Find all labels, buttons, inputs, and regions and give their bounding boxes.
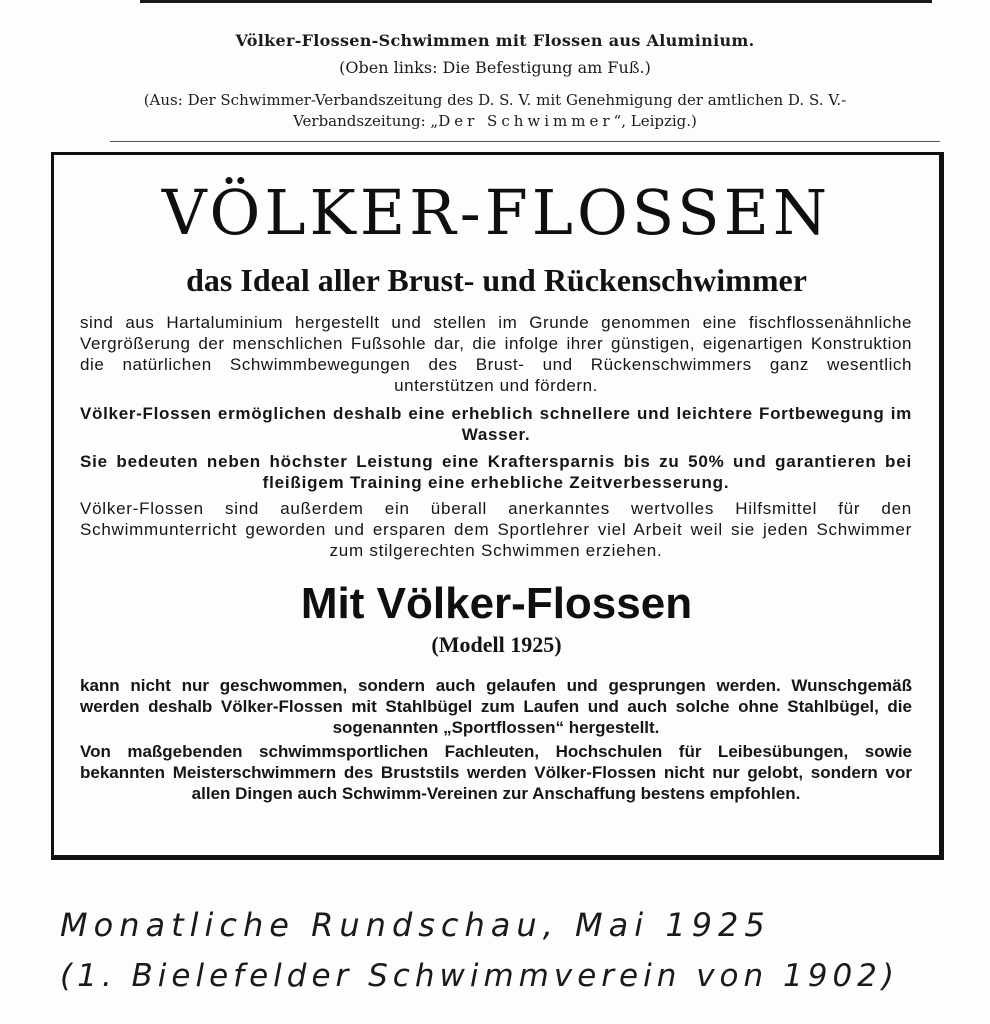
caption-source-suffix: “, Leipzig.) <box>613 112 697 130</box>
caption-source-line: (Aus: Der Schwimmer-Verbandszeitung des D. S. V. mit Genehmigung der amtlichen D. S. V.- <box>143 91 847 109</box>
ad-model-label: (Modell 1925) <box>431 632 562 657</box>
caption-source-prefix: Verbandszeitung: „ <box>293 112 439 130</box>
ad-title: VÖLKER-FLOSSEN <box>161 176 832 249</box>
caption-source-journal: Der Schwimmer <box>438 112 614 130</box>
ad-subtitle: das Ideal aller Brust- und Rückenschwimmer <box>186 262 807 298</box>
ad-paragraph-teaching: Völker-Flossen sind außerdem ein überall anerkanntes wertvolles Hilfsmittel für den Schwimmunterricht geworden und ersparen dem Sportlehrer viel Arbeit weil sie jeden Schwimmer zum stilgerechten Schwimmen erziehen. <box>80 499 912 560</box>
handwritten-club-note: (1. Bielefelder Schwimmverein von 1902) <box>60 958 899 994</box>
ad-paragraph-uses: kann nicht nur geschwommen, sondern auch gelaufen und gesprungen werden. Wunschgemäß werden deshalb Völker-Flossen mit Stahlbügel zum Laufen und auch solche ohne Stahlbügel, die sogenannten „Sportflossen“ hergestellt. <box>80 676 912 737</box>
ad-paragraph-savings: Sie bedeuten neben höchster Leistung eine Kraftersparnis bis zu 50% und garantieren bei fleißigem Training eine erhebliche Zeitverbesserung. <box>80 452 912 492</box>
top-border-rule <box>140 0 932 3</box>
caption-source-line-2 <box>0 112 990 130</box>
caption-title: Völker-Flossen-Schwimmen mit Flossen aus Aluminium. <box>235 31 755 50</box>
handwritten-source-note: Monatliche Rundschau, Mai 1925 <box>60 906 771 944</box>
ad-paragraph-speed: Völker-Flossen ermöglichen deshalb eine erheblich schnellere und leichtere Fortbewegung im Wasser. <box>80 404 912 444</box>
separator-rule <box>110 141 940 142</box>
caption-subtitle: (Oben links: Die Befestigung am Fuß.) <box>339 58 651 77</box>
ad-headline-secondary: Mit Völker-Flossen <box>300 579 693 628</box>
ad-paragraph-material: sind aus Hartaluminium hergestellt und stellen im Grunde genommen eine fischflossenähnliche Vergrößerung der menschlichen Fußsohle dar, die infolge ihrer günstigen, eigenartigen Konstruktion die natürlichen Schwimmbewegungen des Brust- und Rückenschwimmers ganz wesentlich unterstützen und fördern. <box>80 313 912 395</box>
ad-paragraph-endorsement: Von maßgebenden schwimmsportlichen Fachleuten, Hochschulen für Leibesübungen, sowie bekannten Meisterschwimmern des Bruststils werden Völker-Flossen nicht nur gelobt, sondern vor allen Dingen auch Schwimm-Vereinen zur Anschaffung bestens empfohlen. <box>80 742 912 803</box>
